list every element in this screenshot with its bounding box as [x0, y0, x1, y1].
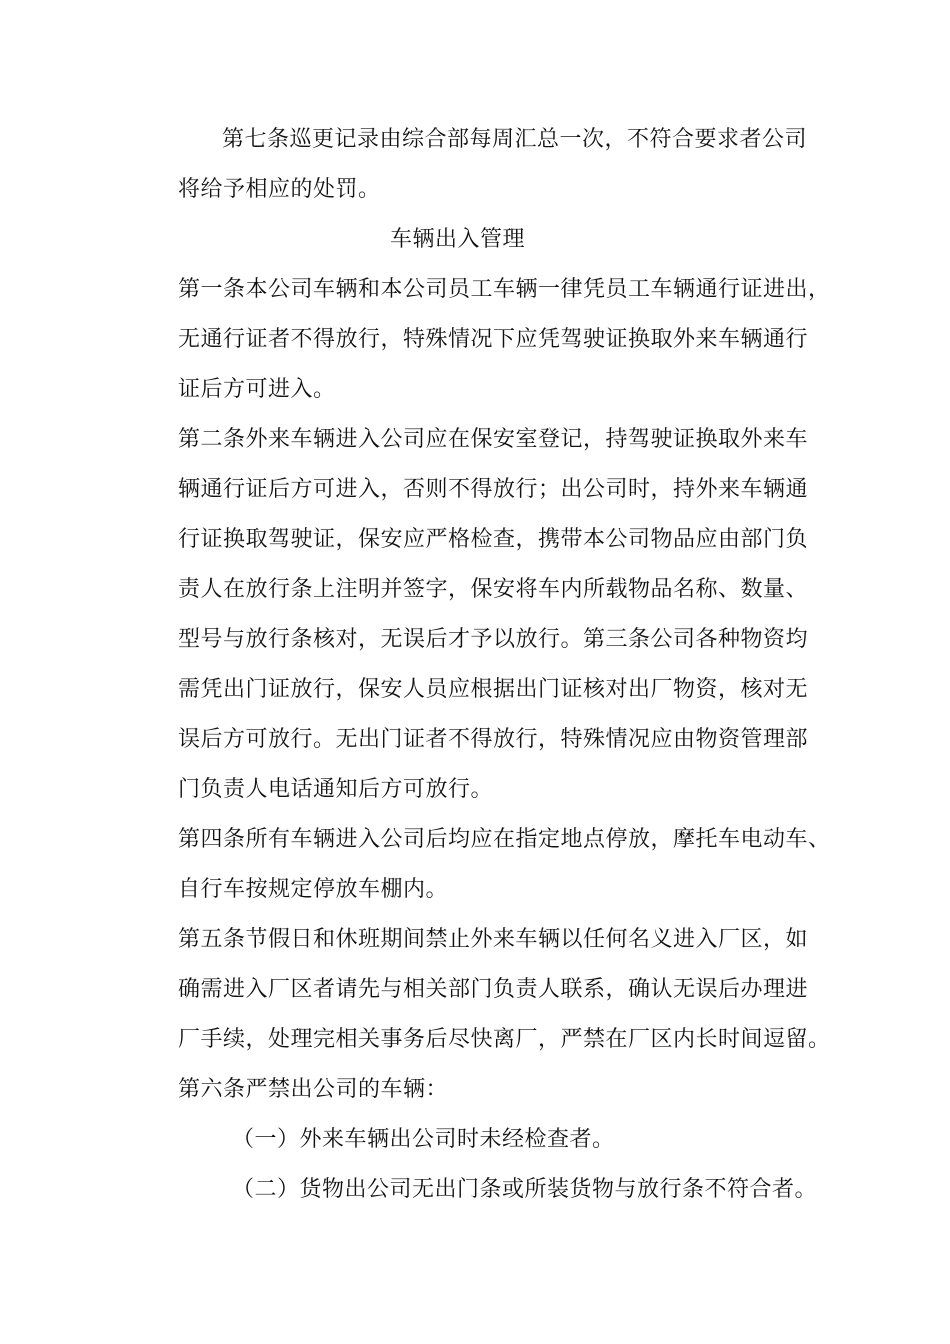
article-2-line-2: 辆通行证后方可进入，否则不得放行；出公司时，持外来车辆通 — [178, 477, 809, 502]
article-5-line-2: 确需进入厂区者请先与相关部门负责人联系，确认无误后办理进 — [178, 977, 809, 1002]
article-2-line-5: 型号与放行条核对，无误后才予以放行。第三条公司各种物资均 — [178, 627, 809, 652]
article-5-line-3: 厂手续，处理完相关事务后尽快离厂，严禁在厂区内长时间逗留。 — [178, 1027, 831, 1052]
article-4-line-1: 第四条所有车辆进入公司后均应在指定地点停放，摩托车电动车、 — [178, 827, 831, 852]
section-heading: 车辆出入管理 — [389, 227, 525, 252]
article-1-line-1: 第一条本公司车辆和本公司员工车辆一律凭员工车辆通行证进出， — [178, 277, 831, 302]
article-2-line-4: 责人在放行条上注明并签字，保安将车内所载物品名称、数量、 — [178, 577, 809, 602]
article-4-line-2: 自行车按规定停放车棚内。 — [178, 877, 449, 902]
article-3-line-1: 需凭出门证放行，保安人员应根据出门证核对出厂物资，核对无 — [178, 677, 809, 702]
article-6-line-1: 第六条严禁出公司的车辆： — [178, 1077, 449, 1102]
article-7-line-2: 将给予相应的处罚。 — [178, 177, 381, 202]
article-7-line-1: 第七条巡更记录由综合部每周汇总一次，不符合要求者公司 — [222, 127, 808, 152]
article-5-line-1: 第五条节假日和休班期间禁止外来车辆以任何名义进入厂区，如 — [178, 927, 809, 952]
article-6-item-2: （二）货物出公司无出门条或所装货物与放行条不符合者。 — [232, 1177, 818, 1202]
article-1-line-2: 无通行证者不得放行，特殊情况下应凭驾驶证换取外来车辆通行 — [178, 327, 809, 352]
article-6-item-1: （一）外来车辆出公司时未经检查者。 — [232, 1127, 615, 1152]
article-3-line-3: 门负责人电话通知后方可放行。 — [178, 777, 494, 802]
article-2-line-1: 第二条外来车辆进入公司应在保安室登记，持驾驶证换取外来车 — [178, 427, 809, 452]
article-3-line-2: 误后方可放行。无出门证者不得放行，特殊情况应由物资管理部 — [178, 727, 809, 752]
article-1-line-3: 证后方可进入。 — [178, 377, 336, 402]
article-2-line-3: 行证换取驾驶证，保安应严格检查，携带本公司物品应由部门负 — [178, 527, 809, 552]
